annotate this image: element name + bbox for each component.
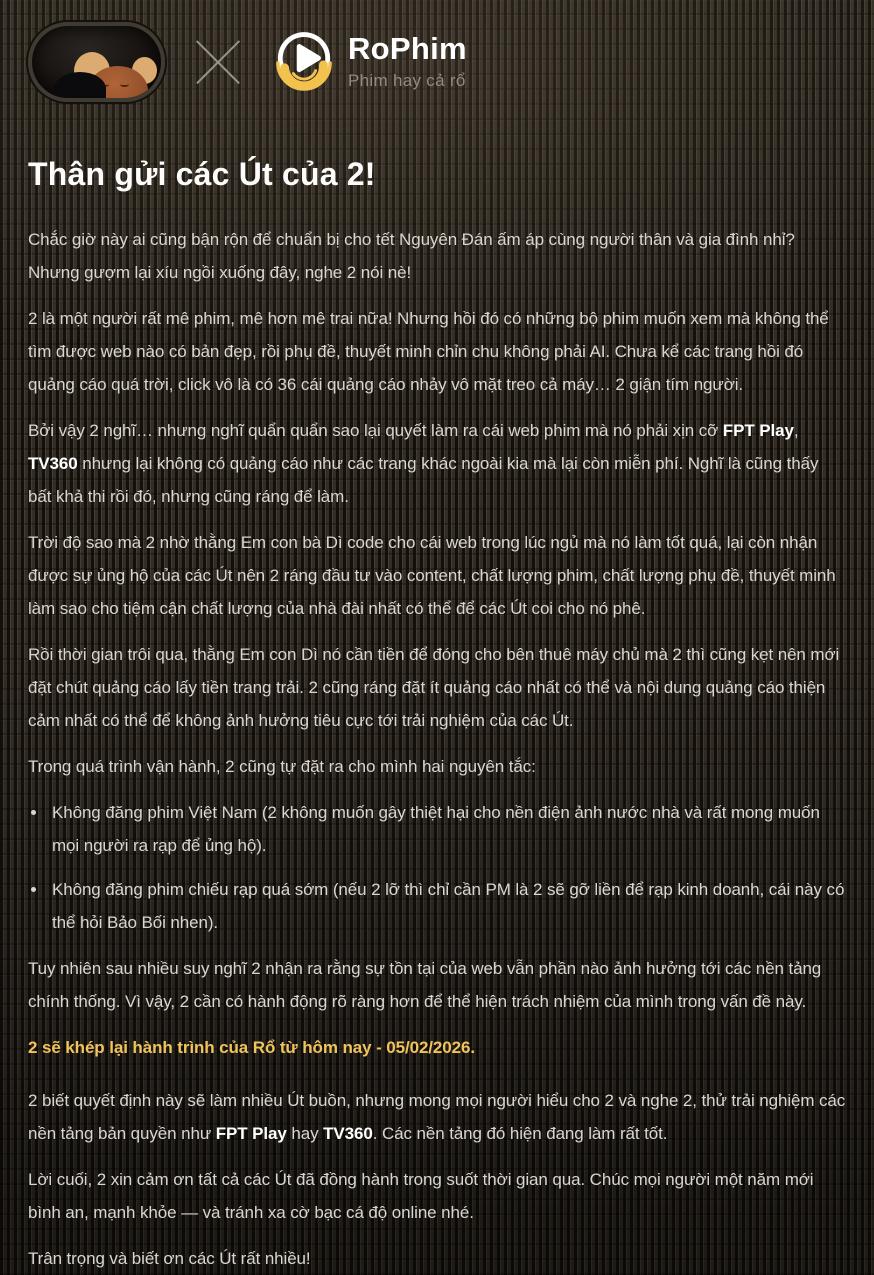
brand-name: RoPhim xyxy=(348,31,467,67)
partner-avatar xyxy=(28,22,165,102)
letter-paragraph: Trời độ sao mà 2 nhờ thằng Em con bà Dì code cho cái web trong lúc ngủ mà nó làm tốt quá, lại còn nhận được sự ủng hộ của các Út nên 2 ráng đầu tư vào content, chất lượng phim, chất lượng phụ đề, thuyết minh làm sao cho tiệm cận chất lượng của nhà đài nhất có thể để các Út coi cho nó phê. xyxy=(28,533,836,618)
letter-paragraph: Trân trọng và biết ơn các Út rất nhiều! xyxy=(28,1249,311,1268)
platform-name: FPT Play xyxy=(215,1124,287,1143)
rophim-brand-link[interactable] xyxy=(273,29,467,96)
letter-paragraph: 2 là một người rất mê phim, mê hơn mê trai nữa! Nhưng hồi đó có những bộ phim muốn xem mà không thể tìm được web nào có bản đẹp, rồi phụ đề, thuyết minh chỉn chu không phải AI. Chưa kể các trang hồi đó quảng cáo quá trời, click vô là có 36 cái quảng cáo nhảy vô mặt treo cả máy… 2 giận tím người. xyxy=(28,309,829,394)
letter-paragraph: Chắc giờ này ai cũng bận rộn để chuẩn bị cho tết Nguyên Đán ấm áp cùng người thân và gia đình nhỉ? Nhưng gượm lại xíu ngồi xuống đây, nghe 2 nói nè! xyxy=(28,230,795,282)
rophim-logo-icon xyxy=(273,29,335,96)
platform-name: TV360 xyxy=(323,1124,373,1143)
letter-paragraph: Lời cuối, 2 xin cảm ơn tất cả các Út đã đồng hành trong suốt thời gian qua. Chúc mọi người một năm mới bình an, mạnh khỏe — và tránh xa cờ bạc cá độ online nhé. xyxy=(28,1170,814,1222)
mouse-eye-icon xyxy=(120,82,129,87)
principles-list xyxy=(28,796,846,939)
letter-title: Thân gửi các Út của 2! xyxy=(28,156,376,192)
letter-paragraph: 2 biết quyết định này sẽ làm nhiều Út buồn, nhưng mong mọi người hiểu cho 2 và nghe 2, thử trải nghiệm các nền tảng bản quyền như FPT Play hay TV360. Các nền tảng đó hiện đang làm rất tốt. xyxy=(28,1091,846,1143)
letter-paragraph: Trong quá trình vận hành, 2 cũng tự đặt ra cho mình hai nguyên tắc: xyxy=(28,757,536,776)
platform-name: FPT Play xyxy=(722,421,794,440)
collab-x-icon xyxy=(195,39,241,85)
closure-announcement: 2 sẽ khép lại hành trình của Rổ từ hôm nay - 05/02/2026. xyxy=(28,1038,475,1057)
dark-blob-icon xyxy=(54,72,106,102)
letter-paragraph: Bởi vậy 2 nghĩ… nhưng nghĩ quẩn quẩn sao lại quyết làm ra cái web phim mà nó phải xịn cỡ FPT Play, TV360 nhưng lại không có quảng cáo như các trang khác ngoài kia mà lại còn miễn phí. Nghĩ là cũng thấy bất khả thi rồi đó, nhưng cũng ráng để làm. xyxy=(28,421,819,506)
principle-item: • Không đăng phim chiếu rạp quá sớm (nếu 2 lỡ thì chỉ cần PM là 2 sẽ gỡ liền để rạp kinh doanh, cái này có thể hỏi Bảo Bối nhen). xyxy=(48,873,846,939)
brand-tagline: Phim hay cả rổ xyxy=(348,70,466,90)
page-header xyxy=(28,22,846,102)
principle-item: • Không đăng phim Việt Nam (2 không muốn gây thiệt hại cho nền điện ảnh nước nhà và rất mong muốn mọi người ra rạp để ủng hộ). xyxy=(48,796,846,862)
letter-paragraph: Tuy nhiên sau nhiều suy nghĩ 2 nhận ra rằng sự tồn tại của web vẫn phần nào ảnh hưởng tới các nền tảng chính thống. Vì vậy, 2 cần có hành động rõ ràng hơn để thể hiện trách nhiệm của mình trong vấn đề này. xyxy=(28,959,822,1011)
letter-body xyxy=(28,223,846,1275)
platform-name: TV360 xyxy=(28,454,78,473)
letter-paragraph: Rồi thời gian trôi qua, thằng Em con Dì nó cần tiền để đóng cho bên thuê máy chủ mà 2 thì cũng kẹt nên mới đặt chút quảng cáo lấy tiền trang trải. 2 cũng ráng đặt ít quảng cáo nhất có thể và nội dung quảng cáo thiện cảm nhất có thể để không ảnh hưởng tiêu cực tới trải nghiệm của các Út. xyxy=(28,645,840,730)
